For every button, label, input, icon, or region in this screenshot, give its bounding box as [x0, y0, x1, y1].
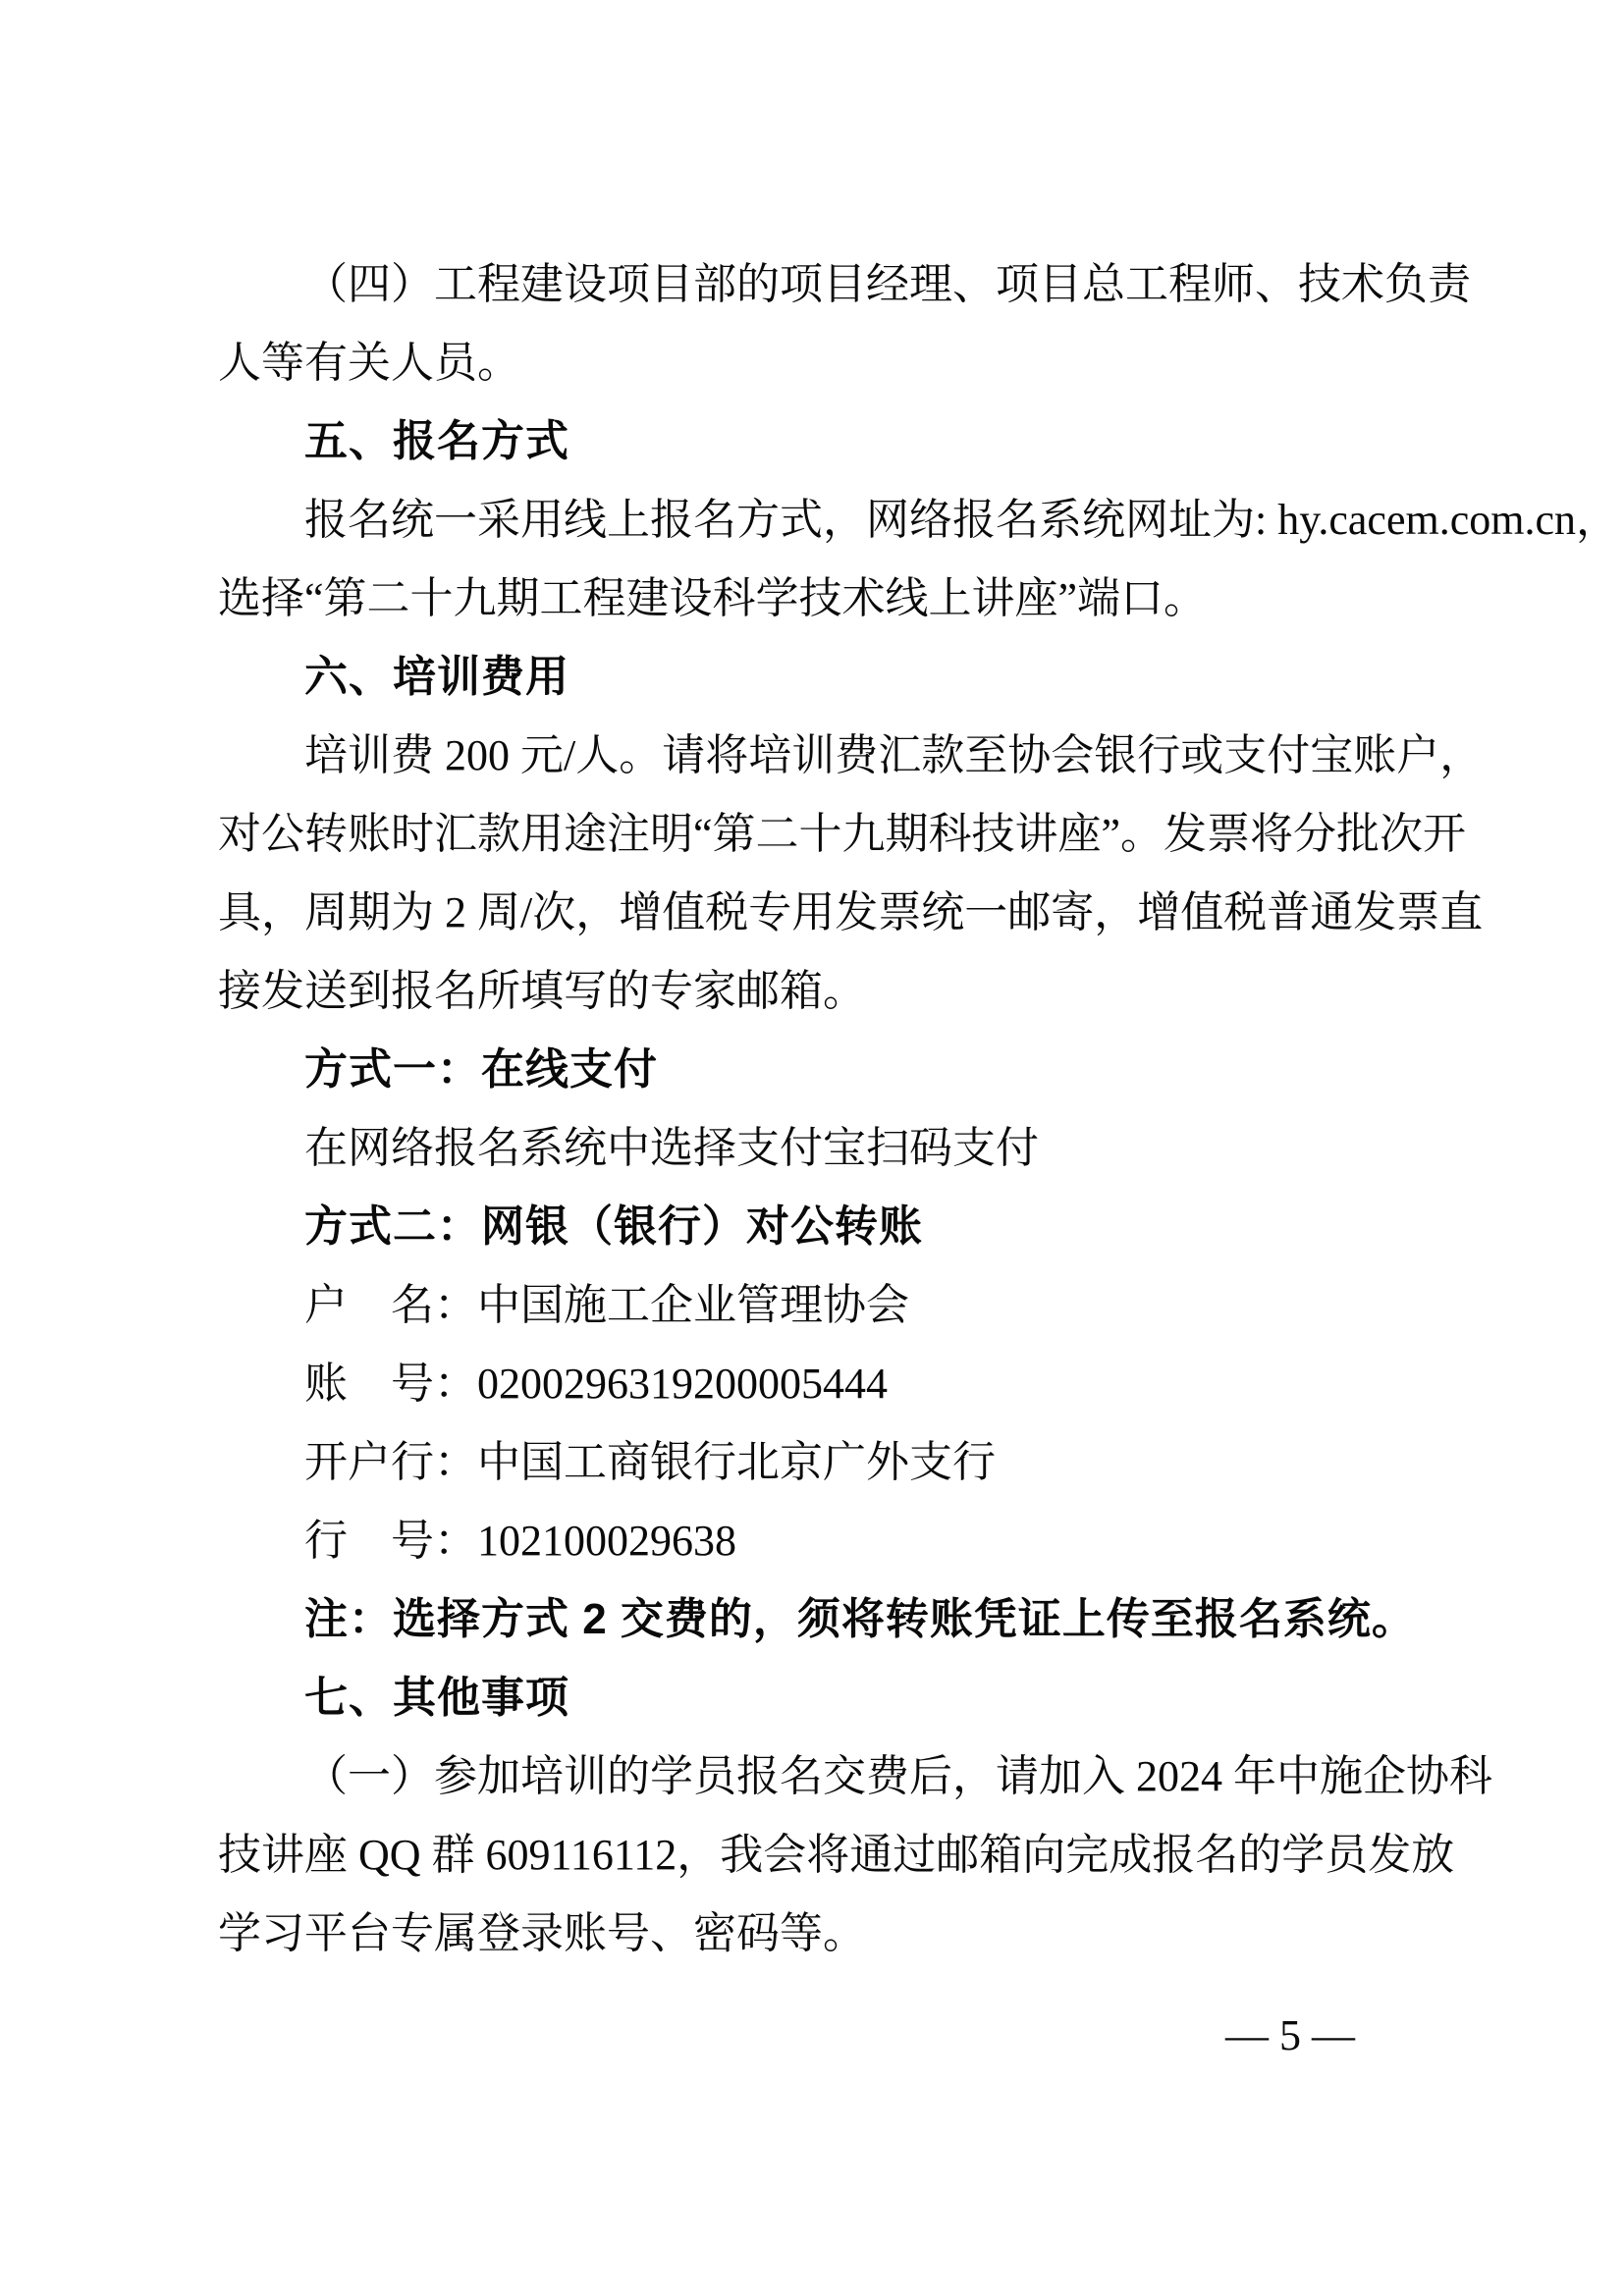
heading-line: 七、其他事项: [304, 1674, 569, 1722]
text-line: （四）工程建设项目部的项目经理、项目总工程师、技术负责: [304, 260, 1471, 308]
heading-line: 注：选择方式 2 交费的，须将转账凭证上传至报名系统。: [304, 1595, 1416, 1643]
text-line: 报名统一采用线上报名方式，网络报名系统网址为: hy.cacem.com.cn，: [304, 496, 1619, 544]
text-line: 选择“第二十九期工程建设科学技术线上讲座”端口。: [218, 574, 1208, 622]
text-line: 技讲座 QQ 群 609116112，我会将通过邮箱向完成报名的学员发放: [218, 1831, 1455, 1879]
heading-line: 六、培训费用: [304, 653, 569, 701]
heading-line: 五、报名方式: [304, 417, 569, 465]
text-line: 具，周期为 2 周/次，增值税专用发票统一邮寄，增值税普通发票直: [218, 888, 1484, 936]
text-line: （一）参加培训的学员报名交费后，请加入 2024 年中施企协科: [304, 1752, 1492, 1800]
text-line: 在网络报名系统中选择支付宝扫码支付: [304, 1124, 1039, 1172]
text-line: 账 号：0200296319200005444: [304, 1360, 888, 1408]
page-number: — 5 —: [1225, 2011, 1355, 2059]
text-line: 学习平台专属登录账号、密码等。: [218, 1909, 866, 1957]
document-body: [218, 245, 1619, 1973]
text-line: 行 号：102100029638: [304, 1517, 736, 1565]
heading-line: 方式一：在线支付: [304, 1045, 658, 1094]
text-line: 培训费 200 元/人。请将培训费汇款至协会银行或支付宝账户，: [304, 731, 1484, 779]
text-line: 户 名：中国施工企业管理协会: [304, 1281, 909, 1329]
text-line: 开户行：中国工商银行北京广外支行: [304, 1438, 996, 1486]
text-line: 接发送到报名所填写的专家邮箱。: [218, 967, 866, 1015]
text-line: 人等有关人员。: [218, 339, 520, 387]
text-line: 对公转账时汇款用途注明“第二十九期科技讲座”。发票将分批次开: [218, 810, 1467, 858]
heading-line: 方式二：网银（银行）对公转账: [304, 1202, 923, 1251]
